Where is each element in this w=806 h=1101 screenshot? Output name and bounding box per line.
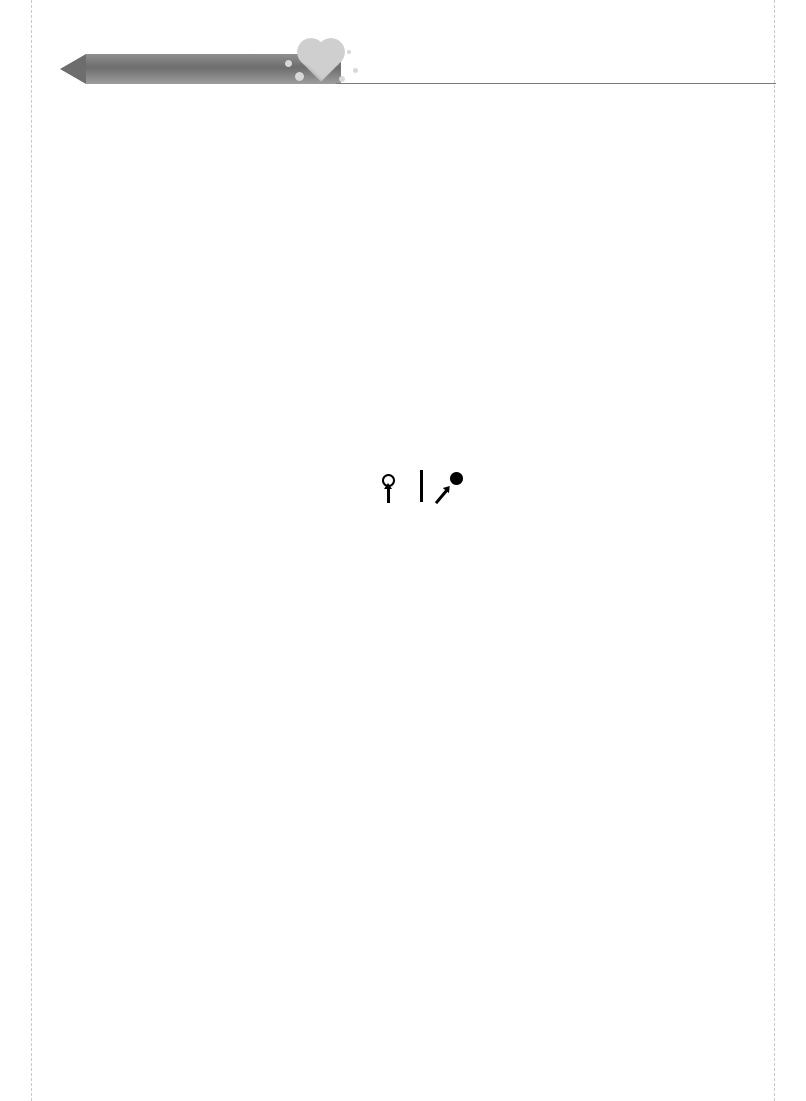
brace-row-2-4	[332, 298, 349, 315]
brace-row-3-8	[332, 350, 349, 367]
staff-row-3-8	[92, 678, 752, 734]
staff-row-2-4	[92, 822, 752, 878]
strong-beat-circle-icon	[450, 472, 463, 485]
staff-row-3-4	[92, 890, 752, 946]
barline-icon	[420, 470, 423, 502]
page-banner	[86, 42, 776, 94]
banner-rule	[336, 83, 776, 84]
bubble-icon	[295, 72, 304, 81]
staff-row-4-4	[92, 752, 752, 808]
curly-brace-icon	[306, 292, 316, 390]
arrow-diagonal-icon	[435, 489, 448, 504]
staff-row-6-8	[92, 608, 752, 664]
page-top-urls	[34, 24, 772, 42]
right-watermark-gutter	[772, 0, 806, 1101]
left-watermark-gutter	[0, 0, 34, 1101]
paragraph-2	[75, 218, 735, 249]
arrow-up-icon	[387, 488, 390, 503]
bubble-icon	[347, 50, 351, 54]
bubble-icon	[339, 76, 345, 82]
gutter-dashed-line	[774, 0, 775, 1101]
heart-decoration	[291, 42, 411, 86]
bubble-icon	[285, 60, 292, 67]
bubble-icon	[353, 68, 358, 73]
time-signature-explanation-block	[306, 292, 606, 390]
gutter-dashed-line	[31, 0, 32, 1101]
heart-icon	[301, 42, 341, 82]
beat-diagram	[358, 470, 498, 528]
